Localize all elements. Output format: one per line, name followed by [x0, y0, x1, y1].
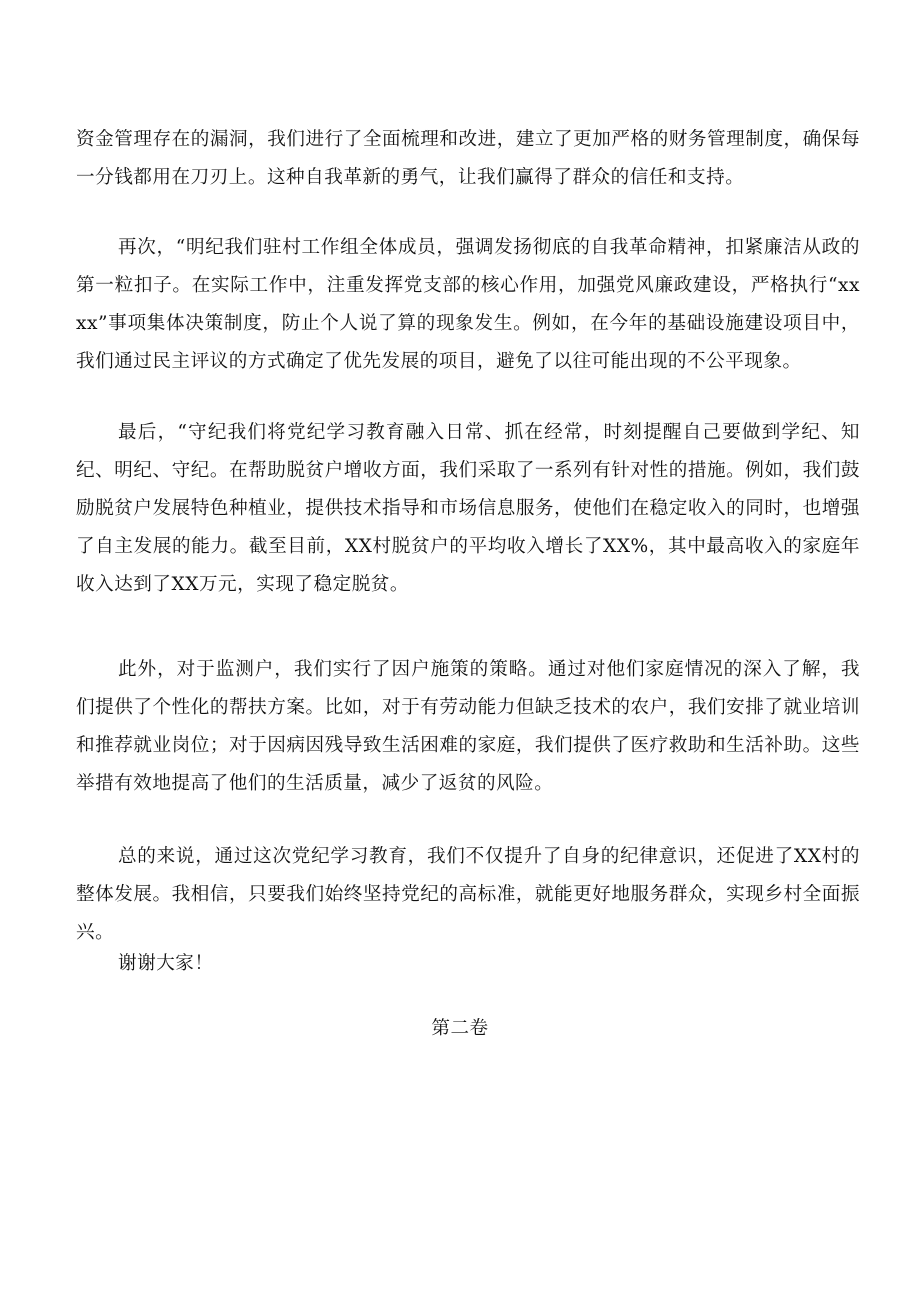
paragraph-shouji: 最后，“守纪我们将党纪学习教育融入日常、抓在经常，时刻提醒自己要做到学纪、知纪、明纪、守纪。在帮助脱贫户增收方面，我们采取了一系列有针对性的措施。例如，我们鼓励脱贫户发展特色种植业，提供技术指导和市场信息服务，使他们在稳定收入的同时，也增强了自主发展的能力。截至目前，XX村脱贫户的平均收入增长了XX%，其中最高收入的家庭年收入达到了XX万元，实现了稳定脱贫。 — [76, 422, 860, 595]
paragraph-financial-management: 资金管理存在的漏洞，我们进行了全面梳理和改进，建立了更加严格的财务管理制度，确保每一分钱都用在刀刃上。这种自我革新的勇气，让我们赢得了群众的信任和支持。 — [76, 129, 860, 188]
paragraph-mingji: 再次，“明纪我们驻村工作组全体成员，强调发扬彻底的自我革命精神，扣紧廉洁从政的第一粒扣子。在实际工作中，注重发挥党支部的核心作用，加强党风廉政建设，严格执行“xxxx”事项集体决策制度，防止个人说了算的现象发生。例如，在今年的基础设施建设项目中，我们通过民主评议的方式确定了优先发展的项目，避免了以往可能出现的不公平现象。 — [76, 237, 860, 372]
paragraph-thanks: 谢谢大家！ — [118, 953, 214, 974]
volume-title: 第二卷 — [431, 1018, 489, 1039]
paragraph-monitoring-households: 此外，对于监测户，我们实行了因户施策的策略。通过对他们家庭情况的深入了解，我们提供了个性化的帮扶方案。比如，对于有劳动能力但缺乏技术的农户，我们安排了就业培训和推荐就业岗位；对于因病因残导致生活困难的家庭，我们提供了医疗救助和生活补助。这些举措有效地提高了他们的生活质量，减少了返贫的风险。 — [76, 659, 860, 794]
paragraph-conclusion: 总的来说，通过这次党纪学习教育，我们不仅提升了自身的纪律意识，还促进了XX村的整体发展。我相信，只要我们始终坚持党纪的高标准，就能更好地服务群众，实现乡村全面振兴。 — [76, 846, 860, 943]
